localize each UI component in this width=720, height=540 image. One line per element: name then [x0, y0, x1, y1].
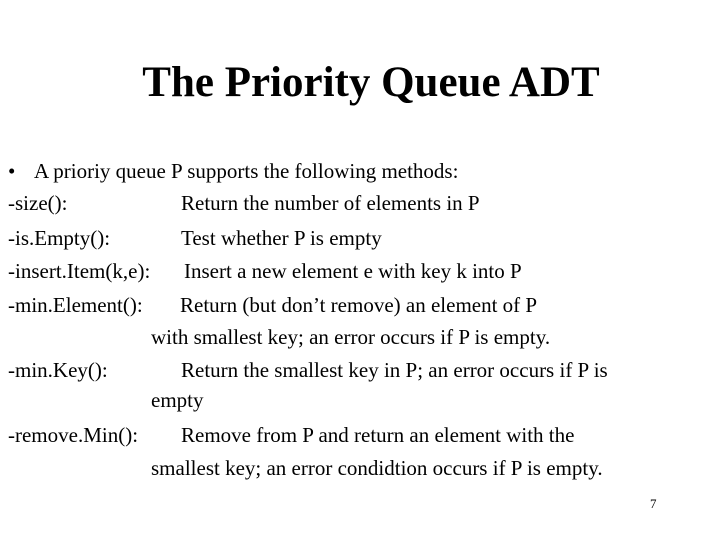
method-min-key-description-line-2: empty [151, 388, 204, 412]
method-size-description: Return the number of elements in P [181, 191, 480, 215]
method-remove-min-description-line-1: Remove from P and return an element with the [181, 423, 575, 447]
method-is-empty-description: Test whether P is empty [181, 226, 382, 250]
method-min-key-description-line-1: Return the smallest key in P; an error occurs if P is [181, 358, 608, 382]
method-min-key-name: -min.Key(): [8, 358, 108, 382]
method-is-empty-name: -is.Empty(): [8, 226, 111, 250]
method-min-element-description-line-1: Return (but don’t remove) an element of P [180, 293, 538, 317]
method-insert-item-description: Insert a new element e with key k into P [184, 259, 522, 283]
slide-title: The Priority Queue ADT [142, 59, 600, 106]
intro-bullet-item [8, 156, 458, 186]
method-remove-min-name: -remove.Min(): [8, 423, 139, 447]
intro-text: A prioriy queue P supports the following methods: [34, 159, 459, 183]
page-number: 7 [650, 496, 657, 511]
method-size-name: -size(): [8, 191, 68, 215]
method-remove-min-description-line-2: smallest key; an error condidtion occurs if P is empty. [151, 456, 603, 480]
bullet-icon: • [8, 159, 16, 183]
method-min-element-name: -min.Element(): [8, 293, 143, 317]
method-min-element-description-line-2: with smallest key; an error occurs if P is empty. [151, 325, 551, 349]
method-insert-item-name: -insert.Item(k,e): [8, 259, 151, 283]
